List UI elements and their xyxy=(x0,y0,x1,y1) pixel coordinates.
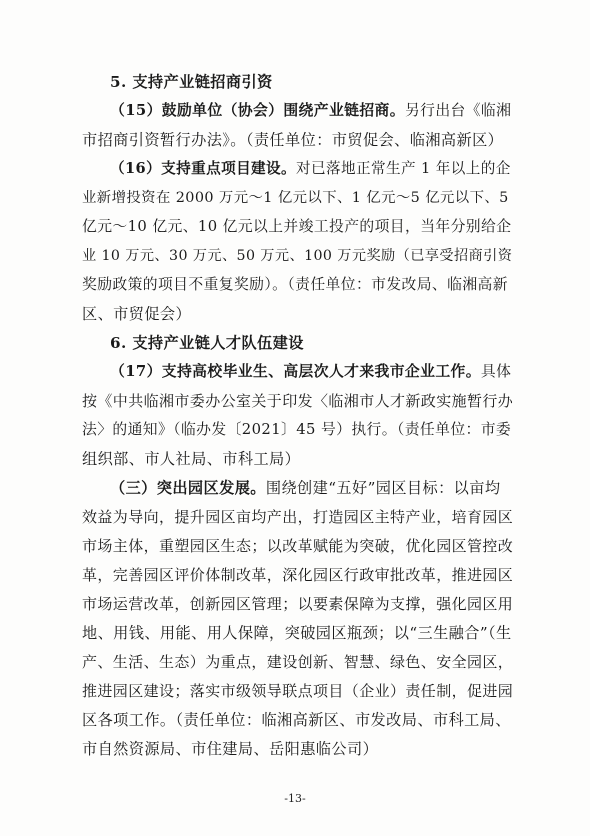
item-15-line-1 xyxy=(110,101,512,121)
item-17-line-1 xyxy=(110,362,512,382)
part-3-lead: （三）突出园区发展。 xyxy=(110,479,266,497)
item-16-line-2: 业新增投资在 2000 万元～1 亿元以下、1 亿元～5 亿元以下、5 xyxy=(82,190,509,206)
part-3-line-1 xyxy=(110,478,512,498)
part-3-text: 围绕创建“五好”园区目标：以亩均 xyxy=(265,479,501,497)
item-16-line-6: 区、市贸促会） xyxy=(82,305,192,323)
item-17-line-3: 法〉的通知》（临办发〔2021〕45 号）执行。（责任单位：市委 xyxy=(82,421,512,438)
part-3-line-5: 市场运营改革，创新园区管理；以要素保障为支撑，强化园区用 xyxy=(82,595,514,613)
item-16-lead: （16）支持重点项目建设。 xyxy=(110,160,297,177)
item-16-line-3: 亿元～10 亿元、10 亿元以上并竣工投产的项目，当年分别给企 xyxy=(82,218,512,235)
part-3-line-9: 区各项工作。（责任单位：临湘高新区、市发改局、市科工局、 xyxy=(82,711,511,729)
section-6-heading: 6. 支持产业链人才队伍建设 xyxy=(110,334,304,352)
part-3-line-4: 革，完善园区评价体制改革，深化园区行政审批改革，推进园区 xyxy=(82,566,514,584)
section-5-heading: 5. 支持产业链招商引资 xyxy=(110,73,273,91)
item-17-text: 具体 xyxy=(480,363,512,380)
item-15-text: 另行出台《临湘 xyxy=(404,102,512,119)
item-15-line-2: 市招商引资暂行办法》。（责任单位：市贸促会、临湘高新区） xyxy=(82,131,504,149)
part-3-line-8: 推进园区建设；落实市级领导联点项目（企业）责任制，促进园 xyxy=(82,682,514,700)
item-15-lead: （15）鼓励单位（协会）围绕产业链招商。 xyxy=(110,102,405,119)
item-17-line-2: 按《中共临湘市委办公室关于印发〈临湘市人才新政实施暂行办 xyxy=(82,392,514,410)
part-3-line-6: 地、用钱、用能、用人保障，突破园区瓶颈；以“三生融合”（生 xyxy=(82,624,512,642)
page-number: -13- xyxy=(284,792,306,805)
item-16-line-5: 奖励政策的项目不重复奖励）。（责任单位：市发改局、临湘高新 xyxy=(82,276,508,293)
item-17-line-4: 组织部、市人社局、市科工局） xyxy=(82,450,301,468)
item-17-lead: （17）支持高校毕业生、高层次人才来我市企业工作。 xyxy=(110,363,481,380)
item-16-line-4: 业 10 万元、30 万元、50 万元、100 万元奖励（已享受招商引资 xyxy=(82,248,513,264)
item-16-text: 对已落地正常生产 1 年以上的企 xyxy=(296,160,511,177)
part-3-line-3: 市场主体，重塑园区生态；以改革赋能为突破，优化园区管控改 xyxy=(82,537,514,555)
part-3-line-10: 市自然资源局、市住建局、岳阳惠临公司） xyxy=(82,740,379,758)
part-3-line-7: 产、生活、生态）为重点，建设创新、智慧、绿色、安全园区， xyxy=(82,653,514,671)
item-16-line-1 xyxy=(110,159,512,179)
part-3-line-2: 效益为导向，提升园区亩均产出，打造园区主特产业，培育园区 xyxy=(82,508,514,526)
